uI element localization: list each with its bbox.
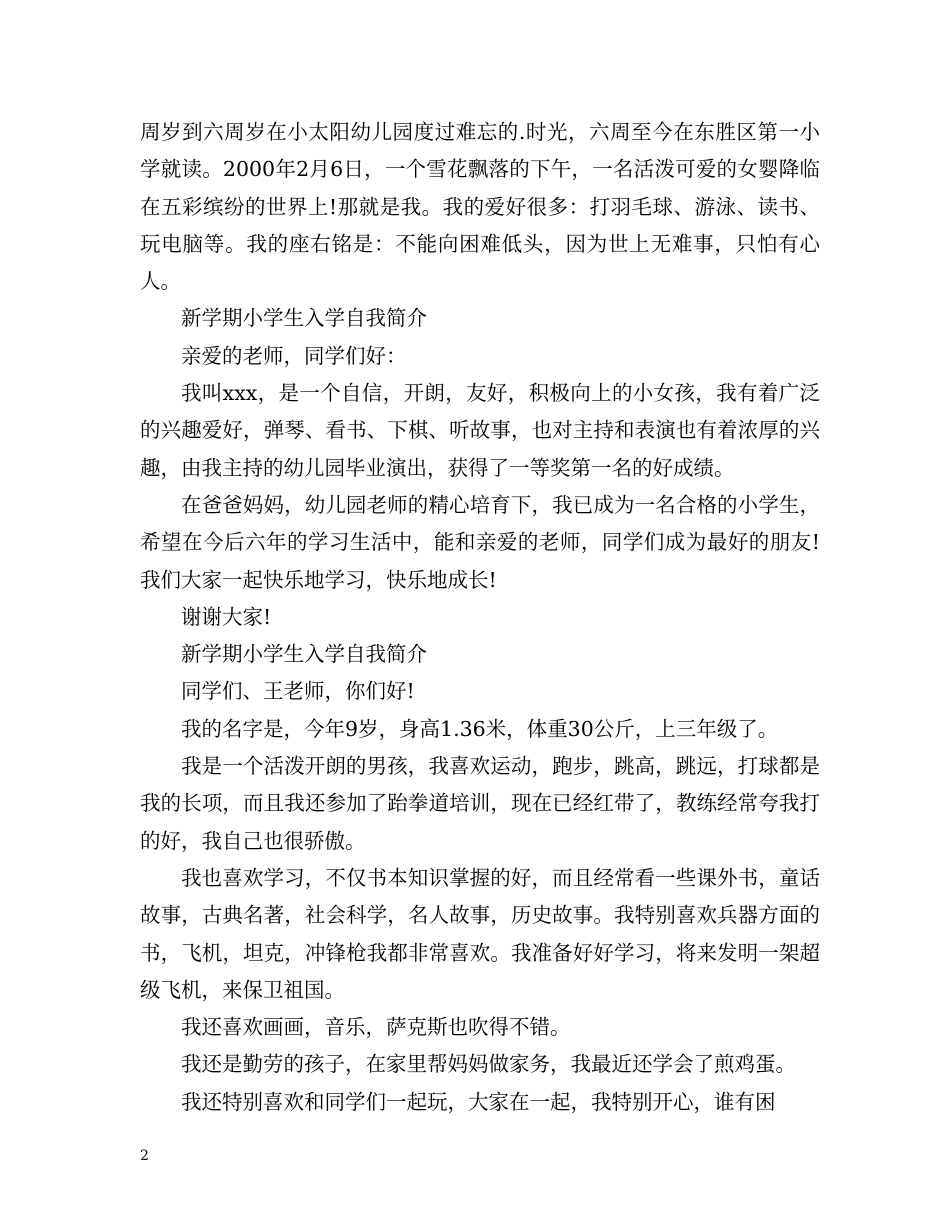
paragraph-6: 谢谢大家! bbox=[181, 604, 272, 629]
document-body bbox=[140, 114, 820, 1121]
page-number: 2 bbox=[140, 1148, 149, 1164]
paragraph-11: 我也喜欢学习，不仅书本知识掌握的好，而且经常看一些课外书，童话故事，古典名著，社会科学，名人故事，历史故事。我特别喜欢兵器方面的书，飞机，坦克，冲锋枪我都非常喜欢。我准备好好学习，将来发明一架超级飞机，来保卫祖国。 bbox=[140, 865, 820, 1002]
paragraph-4: 我叫xxx，是一个自信，开朗，友好，积极向上的小女孩，我有着广泛的兴趣爱好，弹琴、看书、下棋、听故事，也对主持和表演也有着浓厚的兴趣，由我主持的幼儿园毕业演出，获得了一等奖第一名的好成绩。 bbox=[140, 381, 820, 480]
paragraph-3: 亲爱的老师，同学们好： bbox=[181, 343, 407, 368]
paragraph-5: 在爸爸妈妈，幼儿园老师的精心培育下，我已成为一名合格的小学生，希望在今后六年的学习生活中，能和亲爱的老师，同学们成为最好的朋友!我们大家一起快乐地学习，快乐地成长! bbox=[140, 492, 820, 592]
paragraph-12: 我还喜欢画画，音乐，萨克斯也吹得不错。 bbox=[181, 1015, 571, 1040]
paragraph-2: 新学期小学生入学自我简介 bbox=[181, 306, 427, 331]
paragraph-10: 我是一个活泼开朗的男孩，我喜欢运动，跑步，跳高，跳远，打球都是我的长项，而且我还参加了跆拳道培训，现在已经红带了，教练经常夸我打的好，我自己也很骄傲。 bbox=[140, 754, 820, 853]
paragraph-1: 周岁到六周岁在小太阳幼儿园度过难忘的.时光，六周至今在东胜区第一小学就读。2000年2月6日，一个雪花飘落的下午，一名活泼可爱的女婴降临在五彩缤纷的世界上!那就是我。我的爱好很多：打羽毛球、游泳、读书、玩电脑等。我的座右铭是：不能向困难低头，因为世上无难事，只怕有心人。 bbox=[140, 120, 820, 294]
paragraph-8: 同学们、王老师，你们好! bbox=[181, 679, 415, 704]
paragraph-9: 我的名字是，今年9岁，身高1.36米，体重30公斤，上三年级了。 bbox=[181, 716, 779, 741]
paragraph-7: 新学期小学生入学自我简介 bbox=[181, 642, 427, 667]
paragraph-14: 我还特别喜欢和同学们一起玩，大家在一起，我特别开心，谁有困 bbox=[181, 1089, 776, 1114]
paragraph-13: 我还是勤劳的孩子，在家里帮妈妈做家务，我最近还学会了煎鸡蛋。 bbox=[181, 1052, 796, 1077]
